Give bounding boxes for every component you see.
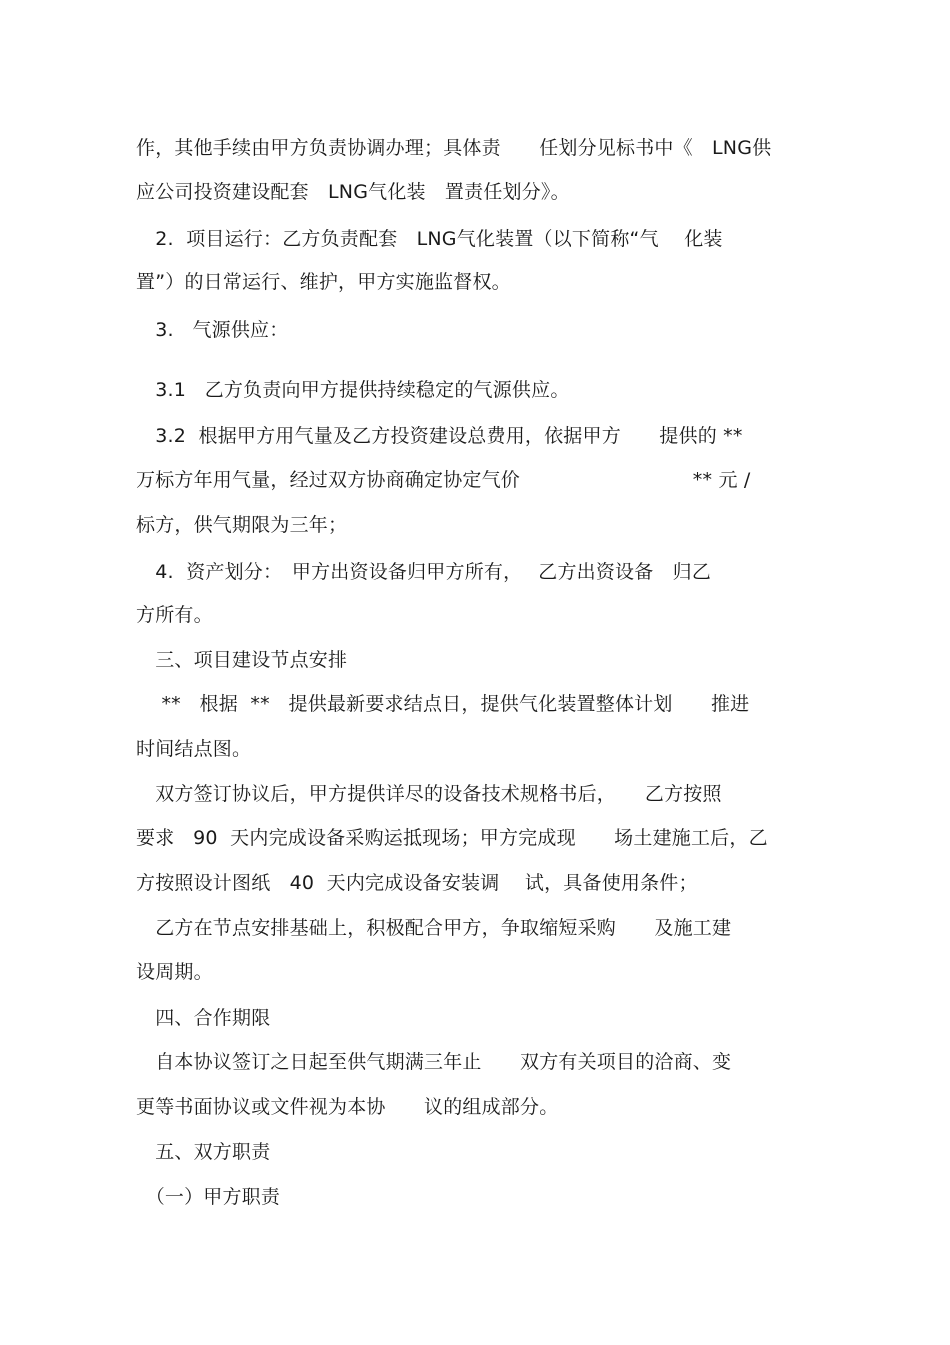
section-heading: 三、项目建设节点安排 (136, 649, 348, 671)
text-line: 2. 项目运行：乙方负责配套 LNG气化装置（以下简称“气 化装 (136, 228, 723, 250)
text-line: 双方签订协议后，甲方提供详尽的设备技术规格书后， 乙方按照 (136, 783, 722, 805)
text-line: 应公司投资建设配套 LNG气化装 置责任划分》。 (136, 181, 570, 203)
text-line: 要求 90 天内完成设备采购运抵现场；甲方完成现 场土建施工后，乙 (136, 827, 768, 849)
text-line: 4. 资产划分： 甲方出资设备归甲方所有， 乙方出资设备 归乙 (136, 561, 712, 583)
text-line: 3.1 乙方负责向甲方提供持续稳定的气源供应。 (136, 379, 570, 401)
text-line: 置”）的日常运行、维护，甲方实施监督权。 (136, 271, 511, 293)
text-line: 方所有。 (136, 604, 213, 626)
text-line: 设周期。 (136, 961, 213, 983)
text-line: 3. 气源供应： (136, 319, 289, 341)
text-line: 乙方在节点安排基础上，积极配合甲方，争取缩短采购 及施工建 (136, 917, 732, 939)
text-line: ** 根据 ** 提供最新要求结点日，提供气化装置整体计划 推进 (136, 693, 750, 715)
text-line: 3.2 根据甲方用气量及乙方投资建设总费用，依据甲方 提供的 ** (136, 425, 743, 447)
text-line: 方按照设计图纸 40 天内完成设备安装调 试，具备使用条件； (136, 872, 698, 894)
subsection-heading: （一）甲方职责 (136, 1186, 281, 1208)
text-line: 自本协议签订之日起至供气期满三年止 双方有关项目的洽商、变 (136, 1051, 732, 1073)
text-line: 更等书面协议或文件视为本协 议的组成部分。 (136, 1096, 559, 1118)
text-line: 作，其他手续由甲方负责协调办理；具体责 任划分见标书中《 LNG供 (136, 137, 772, 159)
section-heading: 五、双方职责 (136, 1141, 271, 1163)
section-heading: 四、合作期限 (136, 1007, 271, 1029)
text-line: 万标方年用气量，经过双方协商确定协定气价 ** 元 / (136, 469, 751, 491)
text-line: 时间结点图。 (136, 738, 252, 760)
text-line: 标方，供气期限为三年； (136, 514, 348, 536)
